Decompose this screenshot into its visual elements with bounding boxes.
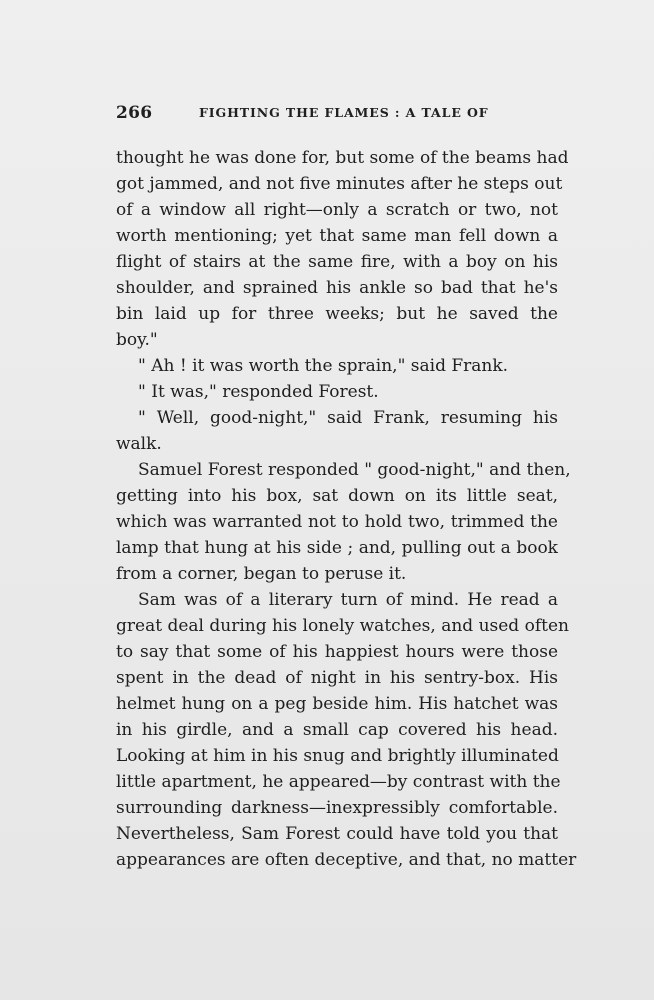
text-line: flight of stairs at the same fire, with a boy on his [116, 252, 558, 272]
text-line: getting into his box, sat down on its little seat, [116, 486, 558, 506]
text-line: worth mentioning; yet that same man fell down a [116, 226, 558, 246]
text-line: " Ah ! it was worth the sprain," said Frank. [138, 356, 509, 376]
text-line: Samuel Forest responded " good-night," and then, [138, 460, 571, 480]
text-line: great deal during his lonely watches, and used often [116, 616, 569, 636]
text-line: walk. [116, 434, 162, 454]
text-line: " It was," responded Forest. [138, 382, 379, 402]
text-line: spent in the dead of night in his sentry-box. His [116, 668, 558, 688]
text-line: bin laid up for three weeks; but he saved the [116, 304, 558, 324]
page-header [116, 103, 560, 127]
text-line: in his girdle, and a small cap covered his head. [116, 720, 558, 740]
text-line: appearances are often deceptive, and that, no matter [116, 850, 577, 870]
text-line: Looking at him in his snug and brightly illuminated [116, 746, 559, 766]
text-line: boy." [116, 330, 158, 350]
text-line: Sam was of a literary turn of mind. He read a [138, 590, 558, 610]
body-text [116, 145, 577, 873]
text-line: to say that some of his happiest hours were those [116, 642, 558, 662]
text-line: lamp that hung at his side ; and, pulling out a book [116, 538, 558, 558]
text-line: got jammed, and not five minutes after he steps out [116, 174, 563, 194]
text-line: Nevertheless, Sam Forest could have told you that [116, 824, 558, 844]
text-line: " Well, good-night," said Frank, resuming his [138, 408, 558, 428]
text-line: shoulder, and sprained his ankle so bad that he's [116, 278, 558, 298]
text-line: of a window all right—only a scratch or two, not [116, 200, 558, 220]
text-line: helmet hung on a peg beside him. His hatchet was [116, 694, 558, 714]
text-line: which was warranted not to hold two, trimmed the [116, 512, 558, 532]
text-line: thought he was done for, but some of the beams had [116, 148, 569, 168]
text-line: from a corner, began to peruse it. [116, 564, 407, 584]
running-head: FIGHTING THE FLAMES : A TALE OF [199, 105, 489, 120]
text-line: little apartment, he appeared—by contrast with the [116, 772, 561, 792]
page-number: 266 [116, 103, 153, 123]
text-line: surrounding darkness—inexpressibly comfortable. [116, 798, 558, 818]
